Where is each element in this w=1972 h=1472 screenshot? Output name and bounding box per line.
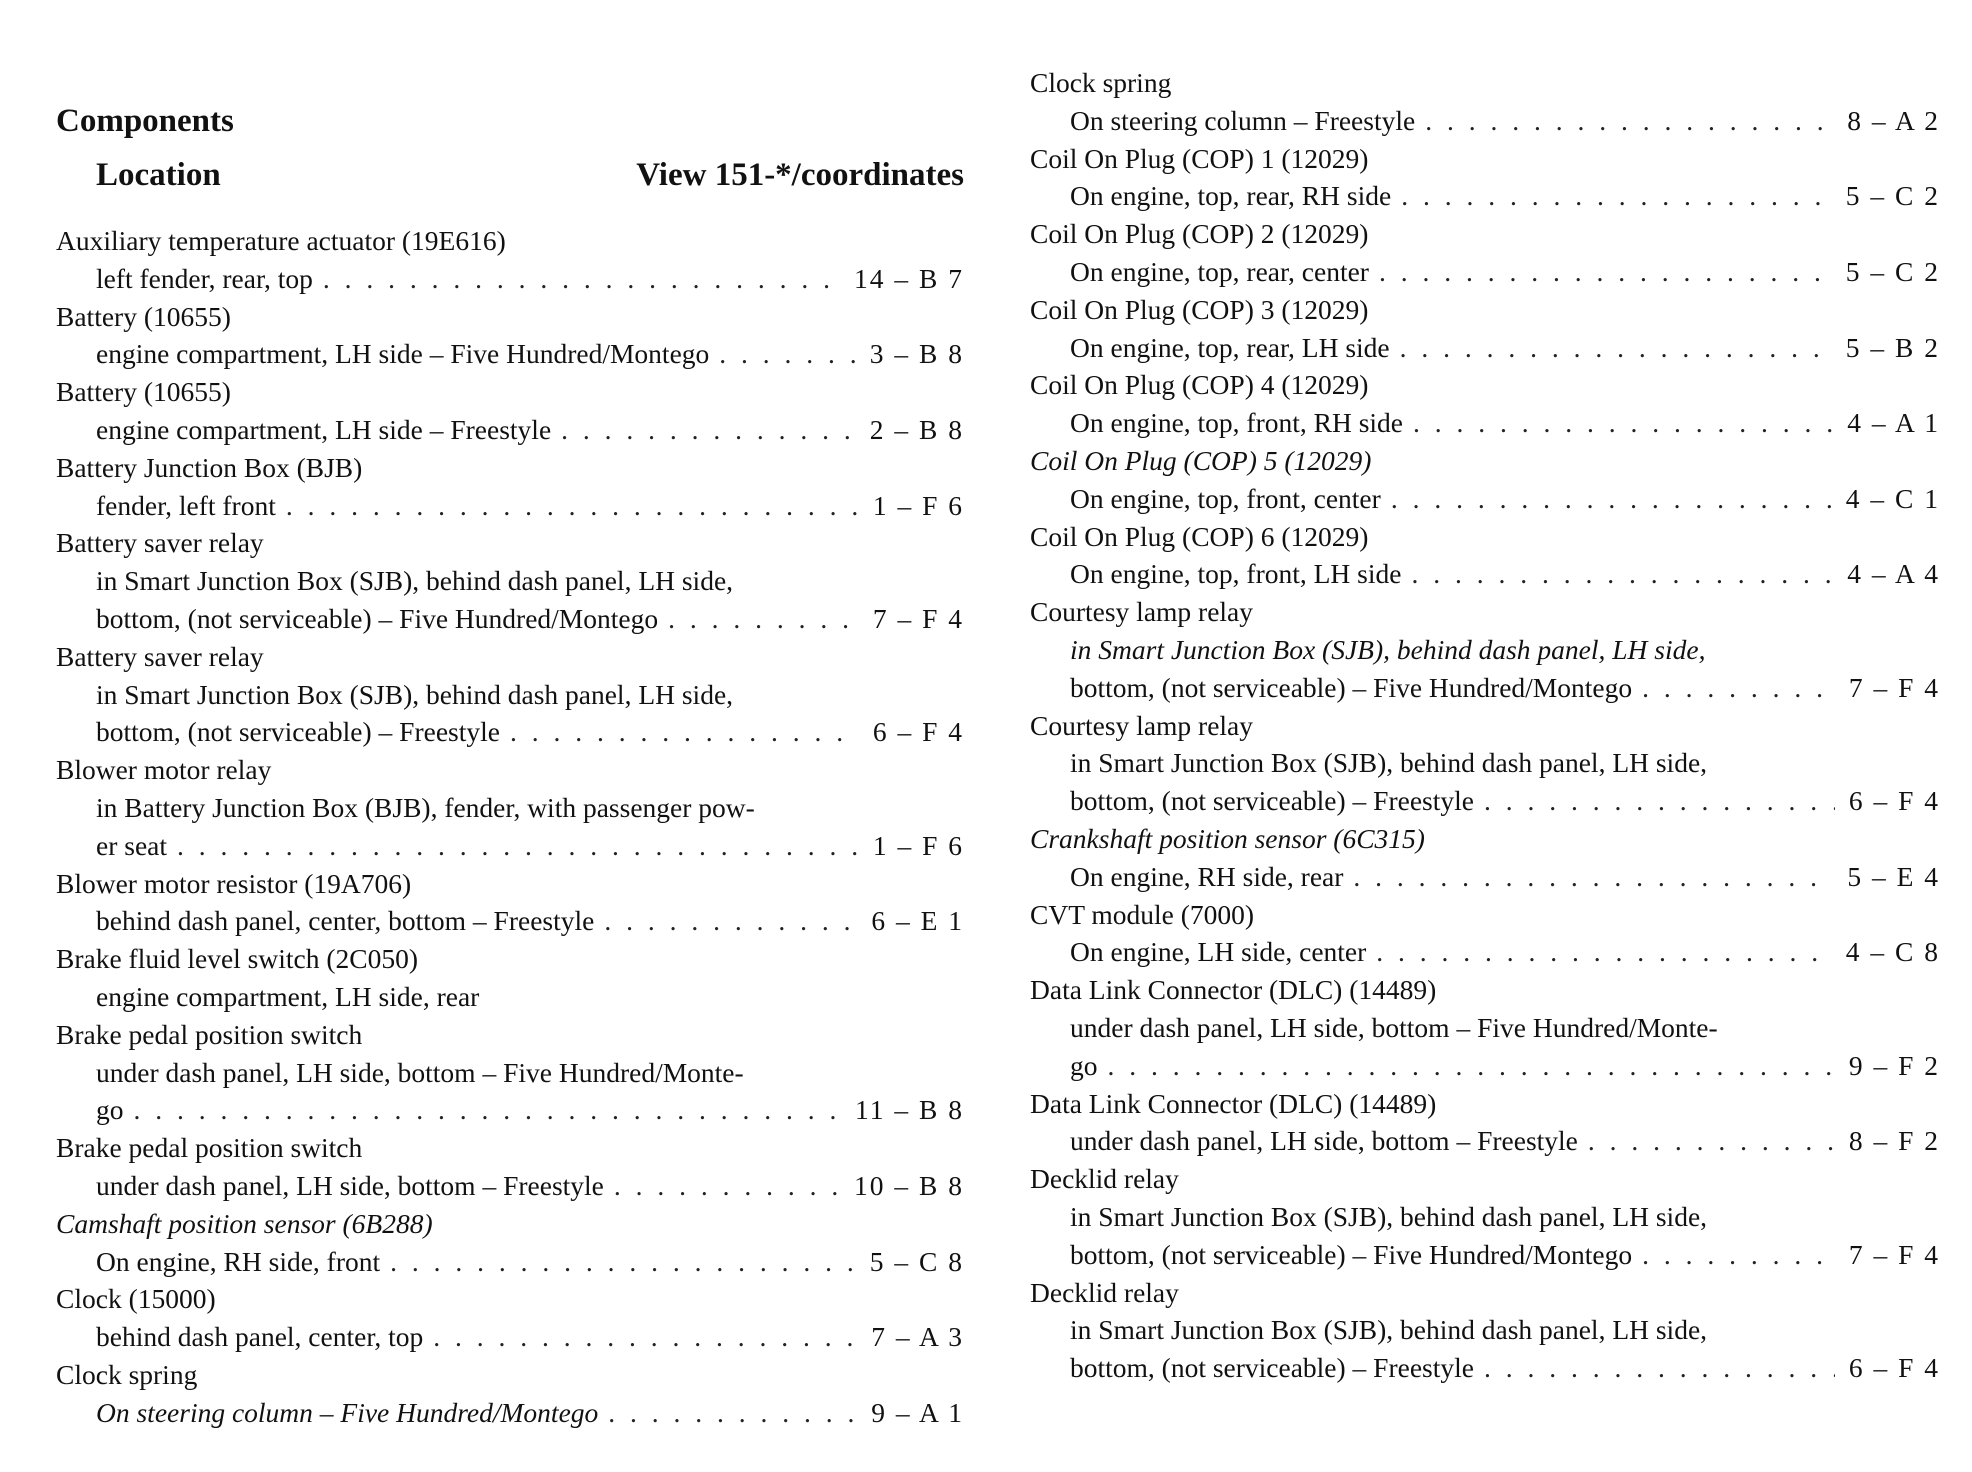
dot-leader xyxy=(1376,933,1831,971)
view-coordinate: 6 – F 4 xyxy=(1848,1352,1940,1384)
location-text: bottom, (not serviceable) – Freestyle xyxy=(96,716,500,748)
location-line xyxy=(56,827,964,865)
dot-leader xyxy=(177,827,859,865)
dot-leader xyxy=(390,1243,856,1281)
location-line xyxy=(1030,1122,1940,1160)
dot-leader xyxy=(614,1167,840,1205)
view-coordinate: 4 – C 1 xyxy=(1845,482,1940,514)
component-entry xyxy=(1030,518,1940,594)
component-name: Auxiliary temperature actuator (19E616) xyxy=(56,225,506,256)
location-line xyxy=(1030,480,1940,518)
dot-leader xyxy=(1413,404,1833,442)
location-line xyxy=(1030,744,1940,782)
view-coordinate: 10 – B 8 xyxy=(854,1169,964,1201)
location-line xyxy=(56,335,964,373)
component-entry xyxy=(56,940,964,1016)
location-line xyxy=(1030,404,1940,442)
component-name: Blower motor resistor (19A706) xyxy=(56,867,412,899)
location-line xyxy=(56,487,964,525)
component-name: Battery (10655) xyxy=(56,300,231,332)
location-line xyxy=(56,411,964,449)
location-text: On engine, top, rear, center xyxy=(1070,255,1369,287)
component-entry xyxy=(1030,820,1940,896)
component-entry xyxy=(56,751,964,864)
component-name: Courtesy lamp relay xyxy=(1030,596,1253,628)
view-coordinate: 5 – E 4 xyxy=(1847,860,1940,892)
component-name: Coil On Plug (COP) 2 (12029) xyxy=(1030,218,1369,250)
view-coordinate: 9 – A 1 xyxy=(871,1396,964,1428)
location-line xyxy=(56,713,964,751)
location-text: behind dash panel, center, top xyxy=(96,1321,424,1353)
view-coordinate: 7 – A 3 xyxy=(871,1321,964,1353)
component-name: Battery saver relay xyxy=(56,640,264,672)
view-coordinate: 8 – A 2 xyxy=(1847,104,1940,136)
view-coordinate: 4 – A 4 xyxy=(1847,558,1940,590)
component-name: Battery (10655) xyxy=(56,376,231,408)
component-name: Coil On Plug (COP) 4 (12029) xyxy=(1030,369,1369,401)
location-text: On engine, top, rear, LH side xyxy=(1070,331,1390,363)
location-line xyxy=(1030,253,1940,291)
location-text: engine compartment, LH side – Freestyle xyxy=(96,413,552,445)
component-name: Coil On Plug (COP) 5 (12029) xyxy=(1030,444,1372,476)
view-coordinate: 5 – B 2 xyxy=(1845,331,1940,363)
location-line xyxy=(56,562,964,600)
component-name: Clock spring xyxy=(56,1358,198,1390)
component-entry xyxy=(56,524,964,637)
location-line xyxy=(1030,329,1940,367)
view-coordinate: 5 – C 2 xyxy=(1845,180,1940,212)
view-coordinate: 8 – F 2 xyxy=(1848,1125,1940,1157)
location-text: under dash panel, LH side, bottom – Five Hundred/Monte- xyxy=(1070,1011,1718,1043)
component-name: Clock (15000) xyxy=(56,1283,216,1315)
component-name: Data Link Connector (DLC) (14489) xyxy=(1030,1087,1437,1119)
component-entry xyxy=(1030,1274,1940,1387)
dot-leader xyxy=(1425,102,1833,140)
location-line xyxy=(56,789,964,827)
component-entry xyxy=(56,1205,964,1281)
dot-leader xyxy=(1484,1349,1835,1387)
view-coordinate: 4 – C 8 xyxy=(1845,936,1940,968)
location-text: bottom, (not serviceable) – Five Hundred/Montego xyxy=(96,602,659,634)
location-text: On engine, RH side, rear xyxy=(1070,860,1344,892)
dot-leader xyxy=(604,902,857,940)
location-text: bottom, (not serviceable) – Five Hundred/Montego xyxy=(1070,671,1633,703)
location-line xyxy=(56,1394,964,1432)
component-name: Brake fluid level switch (2C050) xyxy=(56,943,418,975)
component-name: CVT module (7000) xyxy=(1030,898,1255,930)
location-text: On engine, top, front, center xyxy=(1070,482,1381,514)
location-text: On engine, top, front, LH side xyxy=(1070,558,1402,590)
location-line xyxy=(56,676,964,714)
dot-leader xyxy=(1642,669,1835,707)
component-name: Coil On Plug (COP) 6 (12029) xyxy=(1030,520,1369,552)
location-line xyxy=(56,1091,964,1129)
component-entry xyxy=(1030,442,1940,518)
view-coordinate: 5 – C 2 xyxy=(1845,255,1940,287)
location-line xyxy=(1030,1349,1940,1387)
location-text: bottom, (not serviceable) – Five Hundred/Montego xyxy=(1070,1238,1633,1270)
location-line xyxy=(56,1167,964,1205)
view-coordinate: 1 – F 6 xyxy=(872,489,964,521)
component-entry xyxy=(56,449,964,525)
dot-leader xyxy=(1379,253,1832,291)
component-name: Clock spring xyxy=(1030,67,1172,98)
dot-leader xyxy=(134,1091,842,1129)
location-line xyxy=(1030,1236,1940,1274)
section-title: Components xyxy=(56,103,234,139)
component-name: Blower motor relay xyxy=(56,754,272,786)
component-name: Decklid relay xyxy=(1030,1276,1179,1308)
dot-leader xyxy=(1411,555,1833,593)
component-name: Brake pedal position switch xyxy=(56,1018,363,1050)
view-coordinates-header: View 151-*/coordinates xyxy=(636,157,964,193)
location-line xyxy=(1030,858,1940,896)
dot-leader xyxy=(1642,1236,1835,1274)
view-coordinate: 6 – F 4 xyxy=(872,716,964,748)
location-text: in Smart Junction Box (SJB), behind dash panel, LH side, xyxy=(96,678,734,710)
location-text: in Smart Junction Box (SJB), behind dash panel, LH side, xyxy=(1070,747,1708,779)
location-text: in Smart Junction Box (SJB), behind dash panel, LH side, xyxy=(1070,1314,1708,1346)
location-text: in Smart Junction Box (SJB), behind dash panel, LH side, xyxy=(96,565,734,597)
component-entry xyxy=(56,1356,964,1432)
location-line xyxy=(1030,1311,1940,1349)
location-text: under dash panel, LH side, bottom – Five Hundred/Monte- xyxy=(96,1056,744,1088)
view-coordinate: 6 – F 4 xyxy=(1848,785,1940,817)
component-name: Battery saver relay xyxy=(56,527,264,559)
view-coordinate: 6 – E 1 xyxy=(871,905,964,937)
dot-leader xyxy=(510,713,859,751)
view-coordinate: 7 – F 4 xyxy=(872,602,964,634)
location-line xyxy=(1030,555,1940,593)
location-text: On engine, top, front, RH side xyxy=(1070,407,1404,439)
component-entry xyxy=(56,373,964,449)
location-text: left fender, rear, top xyxy=(96,262,313,294)
component-entry xyxy=(56,222,964,298)
view-coordinate: 7 – F 4 xyxy=(1848,671,1940,703)
component-name: Data Link Connector (DLC) (14489) xyxy=(1030,974,1437,1006)
location-line xyxy=(56,600,964,638)
component-name: Brake pedal position switch xyxy=(56,1132,363,1164)
component-entry xyxy=(1030,140,1940,216)
component-name: Coil On Plug (COP) 1 (12029) xyxy=(1030,142,1369,174)
dot-leader xyxy=(1588,1122,1835,1160)
location-line xyxy=(56,978,964,1016)
location-text: under dash panel, LH side, bottom – Freestyle xyxy=(96,1169,604,1201)
component-entry xyxy=(1030,1085,1940,1161)
location-text: On steering column – Freestyle xyxy=(1070,104,1416,136)
component-name: Courtesy lamp relay xyxy=(1030,709,1253,741)
component-entry xyxy=(56,1280,964,1356)
dot-leader xyxy=(323,260,840,298)
location-text: in Battery Junction Box (BJB), fender, with passenger pow- xyxy=(96,791,755,823)
dot-leader xyxy=(668,600,859,638)
dot-leader xyxy=(561,411,856,449)
location-line xyxy=(56,902,964,940)
component-entry xyxy=(56,865,964,941)
location-text: er seat xyxy=(96,829,167,861)
view-coordinate: 11 – B 8 xyxy=(855,1094,964,1126)
component-entry xyxy=(1030,971,1940,1084)
location-text: engine compartment, LH side – Five Hundred/Montego xyxy=(96,338,710,370)
component-entry xyxy=(1030,1160,1940,1273)
location-text: under dash panel, LH side, bottom – Freestyle xyxy=(1070,1125,1578,1157)
component-name: Camshaft position sensor (6B288) xyxy=(56,1207,433,1239)
component-entry xyxy=(1030,366,1940,442)
view-coordinate: 1 – F 6 xyxy=(872,829,964,861)
location-text: bottom, (not serviceable) – Freestyle xyxy=(1070,785,1474,817)
location-text: go xyxy=(1070,1049,1098,1081)
component-entry xyxy=(1030,593,1940,706)
location-line xyxy=(56,260,964,298)
location-line xyxy=(56,1243,964,1281)
component-entry xyxy=(56,1016,964,1129)
location-line xyxy=(1030,1198,1940,1236)
location-text: in Smart Junction Box (SJB), behind dash panel, LH side, xyxy=(1070,633,1706,665)
left-component-list xyxy=(56,222,964,1432)
right-component-list xyxy=(1030,64,1940,1387)
location-text: On engine, LH side, center xyxy=(1070,936,1367,968)
location-text: behind dash panel, center, bottom – Freestyle xyxy=(96,905,595,937)
location-text: go xyxy=(96,1094,124,1126)
component-entry xyxy=(1030,215,1940,291)
view-coordinate: 2 – B 8 xyxy=(869,413,964,445)
location-line xyxy=(1030,102,1940,140)
location-text: bottom, (not serviceable) – Freestyle xyxy=(1070,1352,1474,1384)
component-name: Battery Junction Box (BJB) xyxy=(56,451,363,483)
dot-leader xyxy=(286,487,859,525)
location-line xyxy=(56,1054,964,1092)
component-entry xyxy=(56,1129,964,1205)
view-coordinate: 4 – A 1 xyxy=(1847,407,1940,439)
dot-leader xyxy=(1353,858,1833,896)
dot-leader xyxy=(1108,1047,1835,1085)
dot-leader xyxy=(719,335,856,373)
dot-leader xyxy=(1401,177,1832,215)
dot-leader xyxy=(1484,782,1835,820)
component-entry xyxy=(1030,707,1940,820)
component-entry xyxy=(1030,64,1940,140)
dot-leader xyxy=(608,1394,857,1432)
location-line xyxy=(1030,1047,1940,1085)
dot-leader xyxy=(433,1318,857,1356)
view-coordinate: 9 – F 2 xyxy=(1848,1049,1940,1081)
view-coordinate: 5 – C 8 xyxy=(869,1245,964,1277)
location-line xyxy=(1030,1009,1940,1047)
location-text: On engine, top, rear, RH side xyxy=(1070,180,1392,212)
component-name: Decklid relay xyxy=(1030,1163,1179,1195)
column-header xyxy=(96,157,964,194)
component-name: Crankshaft position sensor (6C315) xyxy=(1030,822,1425,854)
location-header: Location xyxy=(96,157,221,193)
location-text: On steering column – Five Hundred/Montego xyxy=(96,1396,599,1428)
component-name: Coil On Plug (COP) 3 (12029) xyxy=(1030,293,1369,325)
component-entry xyxy=(1030,896,1940,972)
component-entry xyxy=(1030,291,1940,367)
component-entry xyxy=(56,638,964,751)
location-line xyxy=(1030,631,1940,669)
location-text: in Smart Junction Box (SJB), behind dash panel, LH side, xyxy=(1070,1200,1708,1232)
view-coordinate: 3 – B 8 xyxy=(869,338,964,370)
location-line xyxy=(56,1318,964,1356)
location-text: On engine, RH side, front xyxy=(96,1245,381,1277)
location-text: fender, left front xyxy=(96,489,276,521)
dot-leader xyxy=(1391,480,1832,518)
location-line xyxy=(1030,177,1940,215)
component-entry xyxy=(56,298,964,374)
location-line xyxy=(1030,782,1940,820)
view-coordinate: 7 – F 4 xyxy=(1848,1238,1940,1270)
location-line xyxy=(1030,669,1940,707)
location-text: engine compartment, LH side, rear xyxy=(96,980,480,1012)
view-coordinate: 14 – B 7 xyxy=(854,262,964,294)
dot-leader xyxy=(1400,329,1832,367)
location-line xyxy=(1030,933,1940,971)
